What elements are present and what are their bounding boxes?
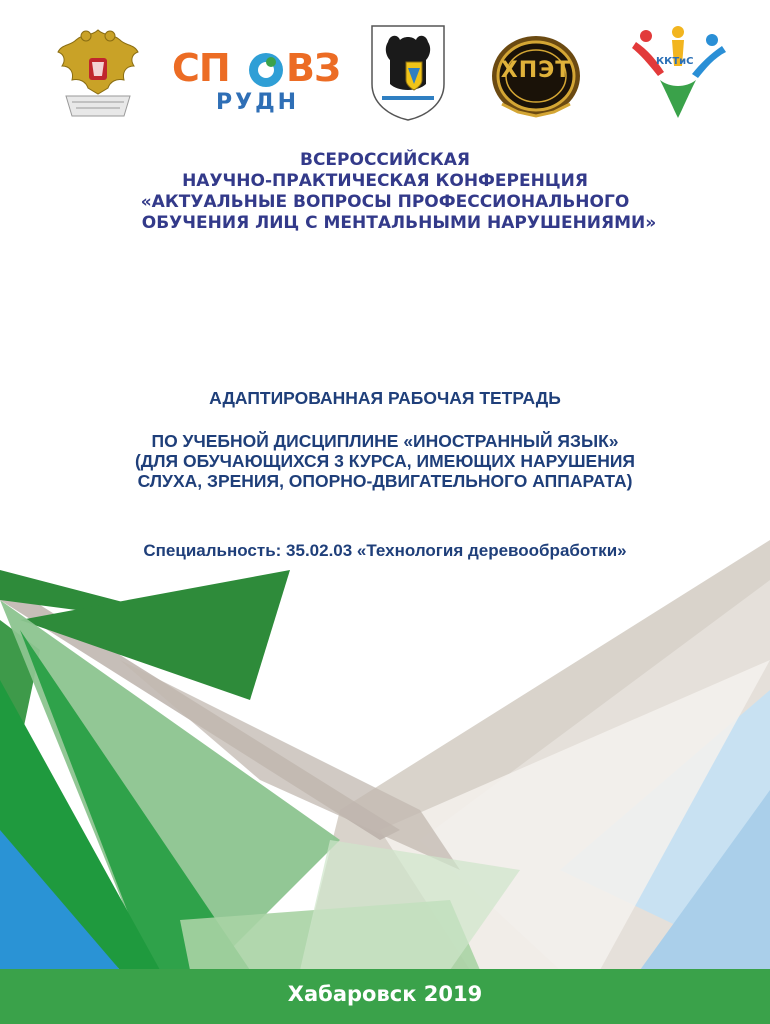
logos-row xyxy=(0,0,770,130)
kpet-logo xyxy=(488,34,584,118)
spovz-letters-right: ВЗ xyxy=(286,46,340,90)
khabarovsk-bear-crest-logo xyxy=(368,22,448,122)
decorative-geometric-background xyxy=(0,540,770,970)
conference-line-1: ВСЕРОССИЙСКАЯ xyxy=(300,150,470,170)
subtitle-line-3: СЛУХА, ЗРЕНИЯ, ОПОРНО-ДВИГАТЕЛЬНОГО АППАРАТА) xyxy=(137,471,633,491)
document-title-block xyxy=(0,388,770,491)
kktis-letters: ККТиС xyxy=(656,56,694,67)
subtitle-line-2: (ДЛЯ ОБУЧАЮЩИХСЯ 3 КУРСА, ИМЕЮЩИХ НАРУШЕНИЯ xyxy=(134,451,635,471)
kpet-letters: ХПЭТ xyxy=(500,58,572,83)
conference-line-3: «АКТУАЛЬНЫЕ ВОПРОСЫ ПРОФЕССИОНАЛЬНОГО xyxy=(140,192,630,212)
footer-city-year: Хабаровск 2019 xyxy=(287,982,483,1006)
conference-heading xyxy=(0,150,770,234)
rudn-letters: РУДН xyxy=(216,90,300,115)
spovz-rudn-logo xyxy=(170,40,360,120)
conference-line-4: ОБУЧЕНИЯ ЛИЦ С МЕНТАЛЬНЫМИ НАРУШЕНИЯМИ» xyxy=(141,213,657,233)
kktis-logo xyxy=(628,26,728,120)
conference-line-2: НАУЧНО-ПРАКТИЧЕСКАЯ КОНФЕРЕНЦИЯ xyxy=(182,171,588,191)
subtitle-line-1: ПО УЧЕБНОЙ ДИСЦИПЛИНЕ «ИНОСТРАННЫЙ ЯЗЫК» xyxy=(151,431,619,451)
ministry-emblem-logo xyxy=(52,24,144,120)
spovz-letters-left: СП xyxy=(172,46,230,90)
specialty-line: Специальность: 35.02.03 «Технология деревообработки» xyxy=(143,541,627,560)
document-title: АДАПТИРОВАННАЯ РАБОЧАЯ ТЕТРАДЬ xyxy=(209,388,561,408)
